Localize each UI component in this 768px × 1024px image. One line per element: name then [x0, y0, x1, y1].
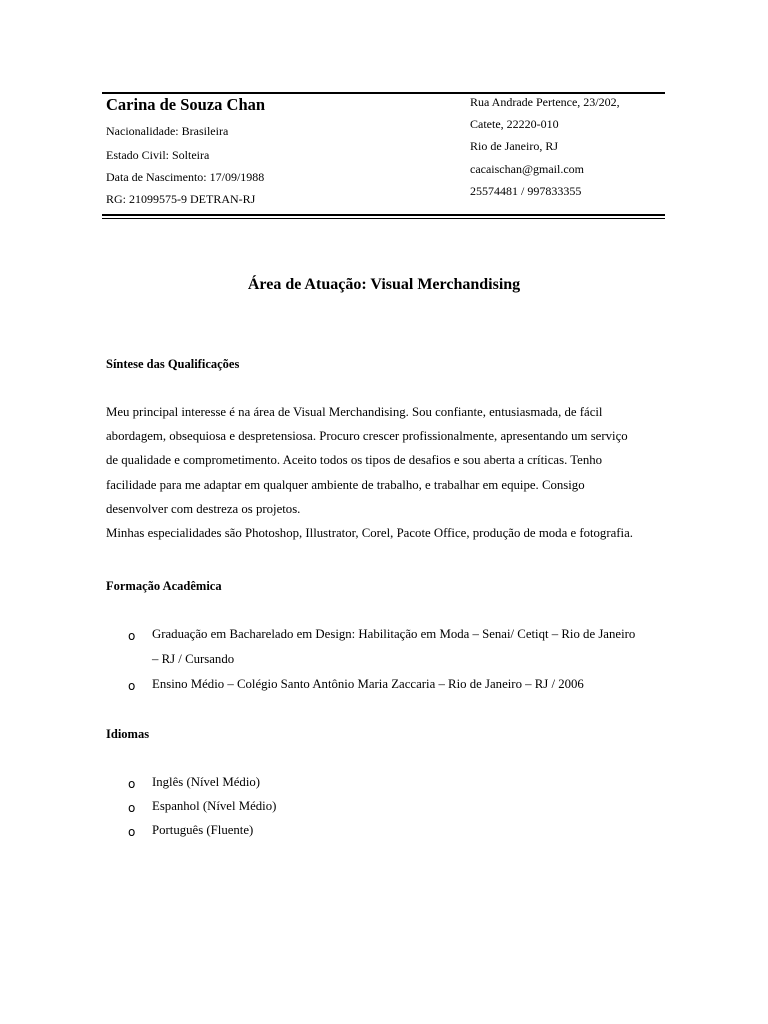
- phone-numbers: 25574481 / 997833355: [470, 184, 582, 198]
- bullet-icon: o: [128, 777, 136, 791]
- id-document: RG: 21099575-9 DETRAN-RJ: [106, 192, 256, 206]
- address-district: Catete, 22220-010: [470, 117, 559, 131]
- sintese-line: Minhas especialidades são Photoshop, Illustrator, Corel, Pacote Office, produção de moda e fotografia.: [106, 526, 633, 540]
- sintese-line: abordagem, obsequiosa e despretensiosa. Procuro crescer profissionalmente, apresentando um serviço: [106, 429, 628, 443]
- header-bottom-rule-thin: [102, 218, 665, 219]
- header-bottom-rule: [102, 214, 665, 216]
- language-item: Espanhol (Nível Médio): [152, 799, 277, 813]
- header-top-rule: [102, 92, 665, 94]
- bullet-icon: o: [128, 679, 136, 693]
- section-heading-idiomas: Idiomas: [106, 727, 150, 741]
- formacao-item: Ensino Médio – Colégio Santo Antônio Maria Zaccaria – Rio de Janeiro – RJ / 2006: [152, 677, 584, 691]
- address-city: Rio de Janeiro, RJ: [470, 139, 558, 153]
- formacao-item: Graduação em Bacharelado em Design: Habilitação em Moda – Senai/ Cetiqt – Rio de Janeiro: [152, 627, 636, 641]
- formacao-item-continuation: – RJ / Cursando: [152, 652, 235, 666]
- bullet-icon: o: [128, 801, 136, 815]
- email: cacaischan@gmail.com: [470, 162, 584, 176]
- sintese-line: facilidade para me adaptar em qualquer ambiente de trabalho, e trabalhar em equipe. Consigo: [106, 478, 585, 492]
- section-heading-sintese: Síntese das Qualificações: [106, 357, 240, 371]
- birth-date: Data de Nascimento: 17/09/1988: [106, 170, 265, 184]
- sintese-line: desenvolver com destreza os projetos.: [106, 502, 301, 516]
- marital-status: Estado Civil: Solteira: [106, 148, 210, 162]
- nationality: Nacionalidade: Brasileira: [106, 124, 229, 138]
- language-item: Inglês (Nível Médio): [152, 775, 261, 789]
- address-street: Rua Andrade Pertence, 23/202,: [470, 95, 620, 109]
- section-heading-formacao: Formação Acadêmica: [106, 579, 222, 593]
- area-title: Área de Atuação: Visual Merchandising: [247, 276, 521, 293]
- bullet-icon: o: [128, 825, 136, 839]
- bullet-icon: o: [128, 629, 136, 643]
- language-item: Português (Fluente): [152, 823, 254, 837]
- candidate-name: Carina de Souza Chan: [106, 95, 266, 114]
- sintese-line: Meu principal interesse é na área de Visual Merchandising. Sou confiante, entusiasmada, de fácil: [106, 405, 603, 419]
- sintese-line: de qualidade e comprometimento. Aceito todos os tipos de desafios e sou aberta a críticas. Tenho: [106, 453, 603, 467]
